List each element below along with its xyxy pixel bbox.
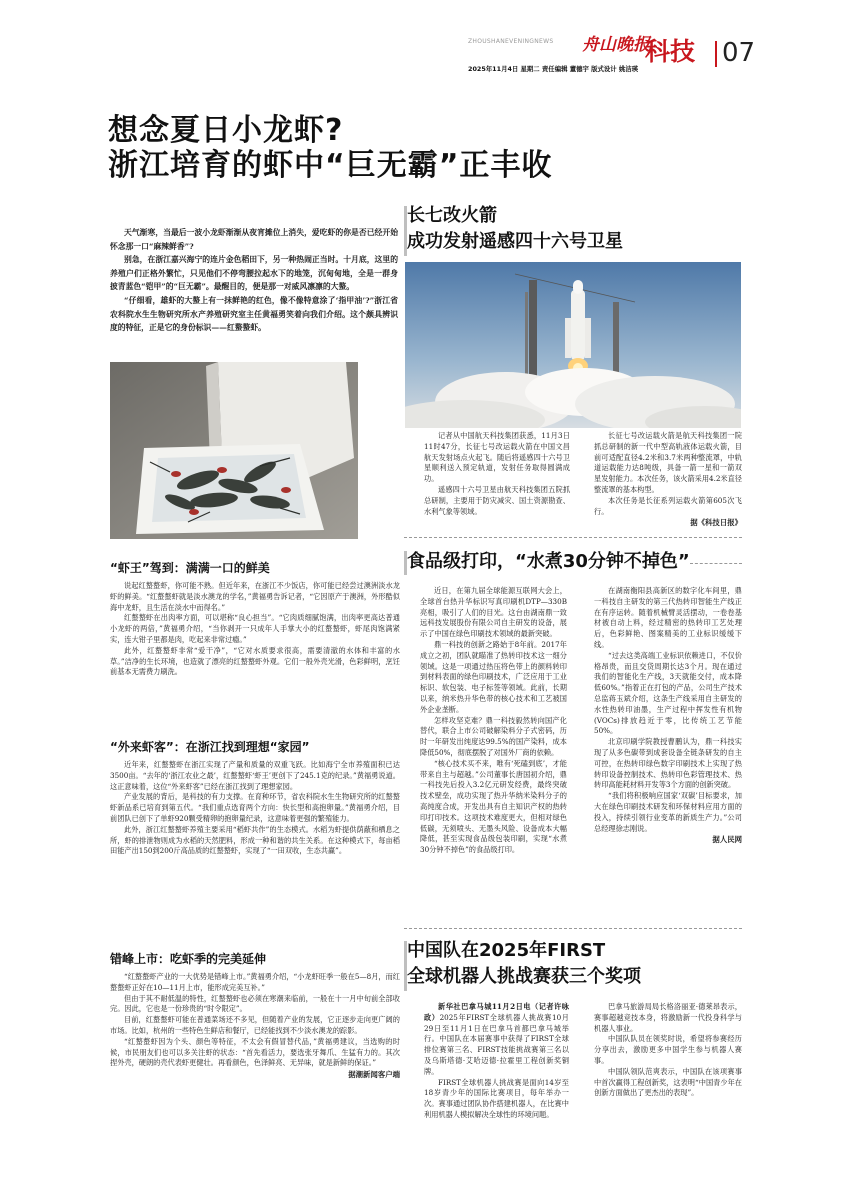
main-headline-2: 浙江培育的虾中“巨无霸”正丰收: [108, 148, 553, 183]
sec3-para: 目前，红螯螯虾可能在普通菜场还不多见，但随着产业的发展，它正逐步走向更广阔的市场。比如，杭州的一些特色生鲜店和餐厅，已经能找到不少淡水澳龙的踪影。: [110, 1015, 400, 1035]
food-para: 近日，在第九届全球能源互联网大会上，全球首台热升华标识写真印刷机DTP—330B亮相，吸引了人们的目光。这台由湖南鼎一致远科技发展股份有限公司自主研发的设备，展示了中国在绿色印刷技术领域的最新突破。: [420, 586, 567, 639]
rocket-divider: [404, 537, 742, 538]
rocket-photo: [405, 262, 741, 428]
food-para: “核心技术买不来，唯有‘死磕到底’，才能带来自主与超越。”公司董事长唐国初介绍，鼎一科技先后投入3.2亿元研发经费，最终突破技术壁垒，成功实现了热升华纳米染料分子的高纯度合成，开发出具有自主知识产权的热转印打印技术。这项技术难度更大，但相对绿色低碳，无须喷头、无墨头风险、设备成本大幅降低，甚至实现食品级包装印刷，实现“水煮30分钟不掉色”的食品级打印。: [420, 758, 567, 855]
sec2-title: “外来虾客”：在浙江找到理想“家园”: [110, 740, 310, 754]
food-col1: [420, 586, 567, 856]
robot-para: 中国队领队范爽表示，中国队在该项赛事中首次赢得工程创新奖，这表明“中国青少年在创新方面做出了更杰出的表现”。: [594, 1066, 742, 1098]
main-intro: [110, 226, 398, 335]
robot-col1: [424, 1002, 569, 1121]
food-para: 鼎一科技的创新之路始于8年前。2017年成立之初，团队就瞄准了热转印技术这一细分领域。这是一项通过热压将色带上的颜料转印到材料表面的绿色印刷技术，广泛应用于工业标识、软包装、电子标签等领域。此前，长期以来，纳米热升华色带的核心技术和工艺被国外企业垄断。: [420, 639, 567, 714]
rocket-para: 遥感四十六号卫星由航天科技集团五院抓总研制，主要用于防灾减灾、国土资源勘查、水利气象等领域。: [424, 484, 570, 516]
robot-lead-text: 2025年FIRST全球机器人挑战赛10月29日至11月1日在巴拿马首都巴拿马城举行。中国队在本届赛事中获得了FIRST全球排位赛第三名、FIRST技能挑战赛第三名以及乌斯塔德·艾哈迈德·拉霍里工程创新奖铜牌。: [424, 1012, 569, 1076]
intro-para: “仔细看，雄虾的大螯上有一抹鲜艳的红色，像不像特意涂了‘指甲油’?”浙江省农科院水生生物研究所水产养殖研究室主任黄福勇笑着向我们介绍。这个颇具辨识度的特征，正是它的身份标识——红螯螯虾。: [110, 295, 398, 333]
robot-col2: [594, 1002, 742, 1099]
intro-para: 别急，在浙江嘉兴海宁的连片金色稻田下，另一种热闹正当时。十月底，这里的养殖户们正格外繁忙，只见他们不停弯腰拉起水下的地笼，沉甸甸地，全是一群身披青蓝色“铠甲”的“巨无霸”。最醒目的，便是那一对威风凛凛的大螯。: [110, 255, 398, 292]
food-col2: [594, 586, 742, 845]
sec3-para: “红螯螯虾因为个头、颜色等特征，不太会有假冒替代品，”黄福勇建议，当选购的时候，市民朋友们也可以多关注虾的状态：“首先看活力，要选张牙舞爪、生猛有力的。其次捏外壳，硬朗的壳代表虾更健壮。再看颜色，色泽鲜亮、无异味，就是新鲜的保证。”: [110, 1036, 400, 1068]
food-para: 怎样攻坚克难？鼎一科技毅然转向国产化替代，联合上市公司破解染料分子式密码，历时一年研发出纯度达99.5%的国产染料，成本降低50%，彻底摆脱了对国外厂商的依赖。: [420, 715, 567, 757]
rocket-headline-2: 成功发射遥感四十六号卫星: [407, 231, 623, 252]
robot-para: 中国队队员在领奖时说，希望将参赛经历分享出去，激励更多中国学生参与机器人赛事。: [594, 1034, 742, 1065]
sec3-para: “红螯螯虾产业的一大优势是错峰上市。”黄福勇介绍，“小龙虾旺季一般在5—8月，而红螯螯虾正好在10—11月上市，能形成完美互补。”: [110, 972, 400, 992]
food-divider: [404, 928, 742, 929]
rocket-col1: [424, 431, 570, 517]
food-headline: 食品级打印，“水煮30分钟不掉色”: [407, 551, 690, 572]
sec3-body: [110, 972, 400, 1080]
robot-headline-1: 中国队在2025年FIRST: [407, 940, 606, 961]
sec3-title: 错峰上市：吃虾季的完美延伸: [110, 952, 267, 966]
rocket-source: 据《科技日报》: [690, 518, 742, 528]
food-para: “过去这类高端工业标识依赖进口，不仅价格昂贵，而且交货周期长达3个月。现在通过我们的智能化生产线，3天就能交付，成本降低60%。”指着正在打包的产品，公司生产技术总监蒋玉斌介绍，这条生产线采用自主研发的水性热转印油墨，生产过程中挥发性有机物(VOCs)排放趋近于零，比传统工艺节能50%。: [594, 650, 742, 736]
main-source: 据潮新闻客户端: [348, 1070, 400, 1080]
food-para: 北京印刷学院教授曹鹏认为，鼎一科技实现了从多色碳带到成套设备全链条研发的自主可控，在热转印绿色数字印刷技术上实现了热转印设备控制技术、热转印色彩管理技术、热转印高能耗材料开发等3个方面的创新突破。: [594, 737, 742, 790]
food-para: “我们将积极响应国家‘双碳’目标要求，加大在绿色印刷技术研发和环保材料应用方面的投入，持续引领行业变革的新质生产力。”公司总经理徐志刚说。: [594, 791, 742, 833]
rocket-col2: [594, 431, 742, 528]
food-para: 在湖南衡阳县高新区的数字化车间里，鼎一科技自主研发的第三代热转印智能生产线正在有序运转。随着机械臂灵活摆动，一卷卷基材被自动上料，经过精密的热转印工艺处理后，色彩鲜艳、图案精美的工业标识缓缓下线。: [594, 586, 742, 649]
intro-para: 天气渐寒，当最后一波小龙虾渐渐从夜宵摊位上消失，爱吃虾的你是否已经开始怀念那一口“麻辣鲜香”?: [110, 228, 398, 251]
robot-headline-2: 全球机器人挑战赛获三个奖项: [407, 966, 641, 987]
rocket-para: 本次任务是长征系列运载火箭第605次飞行。: [594, 495, 742, 516]
robot-para: 巴拿马旅游局局长格洛丽亚·德莱昂表示，赛事超越竞技本身，将激励新一代投身科学与机器人事业。: [594, 1002, 742, 1033]
rocket-headline-1: 长七改火箭: [407, 205, 497, 226]
rocket-photo-image: [405, 262, 741, 428]
section-title: 科技: [645, 37, 696, 66]
robot-lead: 新华社巴拿马城11月2日电（记者许咏政）: [424, 1002, 569, 1022]
sec1-para: 说起红螯螯虾，你可能不熟。但近年来，在浙江不少饭店，你可能已经尝过澳洲淡水龙虾的鲜美。“红螯螯虾就是淡水澳龙的学名，”黄福勇告诉记者，“它因原产于澳洲，外形酷似海中龙虾，且生活在淡水中而得名。”: [110, 581, 400, 612]
sec1-body: [110, 581, 400, 678]
header-brand-logo: 舟山晚报: [582, 35, 650, 55]
rocket-para: 长征七号改运载火箭是航天科技集团一院抓总研制的新一代中型高轨液体运载火箭，目前可适配直径4.2米和3.7米两种整流罩，中轨道运载能力达8吨级，具备一箭一星和一箭双星发射能力。本次任务，该火箭采用4.2米直径整流罩的基本构型。: [594, 431, 742, 494]
sec1-para: 红螯螯虾在出肉率方面，可以堪称“良心担当”。“它肉质细腻饱满，出肉率更高达普通小龙虾的两倍，”黄福勇介绍，“当你剥开一只成年人手掌大小的红螯螯虾，虾尾肉饱满紧实，连大钳子里都是肉，吃起来非常过瘾。”: [110, 613, 400, 644]
header-divider: [715, 41, 717, 67]
main-headline-1: 想念夏日小龙虾?: [108, 113, 344, 148]
sec2-para: 产业发展的背后，是科技的有力支撑。在育种环节，省农科院水生生物研究所的红螯螯虾新品系已培育到第五代。“我们重点选育两个方向：快长型和高抱卵量。”黄福勇介绍，目前团队已创下了单虾920颗受精卵的抱卵量纪录，这意味着更强的繁殖能力。: [110, 792, 400, 823]
sec1-para: 此外，红螯螯虾非常“爱干净”，“它对水质要求很高，需要清澈的水体和丰富的水草。”洁净的生长环境，也造就了漂亮的红螯螯虾外观。它们一般外壳光滑，色彩鲜明，烹饪前基本无需费力刷洗。: [110, 645, 400, 677]
sec2-para: 近年来，红螯螯虾在浙江实现了产量和质量的双重飞跃。比如海宁全市养殖面积已达3500亩。“去年的‘浙江农业之最’，红螯螯虾‘虾王’更创下了245.1克的纪录。”黄福勇说道。这正意味着，这位“外来虾客”已经在浙江找到了理想家园。: [110, 760, 400, 791]
sec2-para: 此外，浙江红螯螯虾养殖主要采用“稻虾共作”的生态模式。水稻为虾提供荫蔽和栖息之所，虾的排泄物则成为水稻的天然肥料，形成一种和谐的共生关系。在这种模式下，每亩稻田能产出150到200斤高品质的红螯螯虾，实现了“一田双收，生态共赢”。: [110, 824, 400, 856]
food-head-rule: [690, 563, 742, 564]
sec3-para: 但由于其不耐低温的特性，红螯螯虾也必须在寒潮来临前，一般在十一月中旬前全部收完。因此，它也是一份珍贵的“时令限定”。: [110, 993, 400, 1014]
header-brand-en: ZHOUSHANEVENINGNEWS: [468, 38, 554, 45]
sec1-title: “虾王”驾到：满满一口的鲜美: [110, 561, 270, 575]
rocket-para: 记者从中国航天科技集团获悉，11月3日11时47分，长征七号改运载火箭在中国文昌航天发射场点火起飞。随后将遥感四十六号卫星顺利送入预定轨道，发射任务取得圆满成功。: [424, 431, 570, 484]
sec2-body: [110, 760, 400, 857]
crayfish-photo: [110, 362, 358, 539]
robot-para: FIRST全球机器人挑战赛是面向14岁至18岁青少年的国际比赛项目，每年举办一次。赛事通过团队协作搭建机器人，在比赛中利用机器人模拟解决全球性的环境问题。: [424, 1077, 569, 1119]
food-source: 据人民网: [712, 835, 742, 845]
robot-para: [424, 1002, 569, 1078]
date-line: 2025年11月4日 星期二 责任编辑 董德宇 版式设计 姚洁瑛: [468, 65, 639, 73]
page-number: 07: [722, 38, 756, 68]
crayfish-photo-image: [110, 362, 358, 539]
